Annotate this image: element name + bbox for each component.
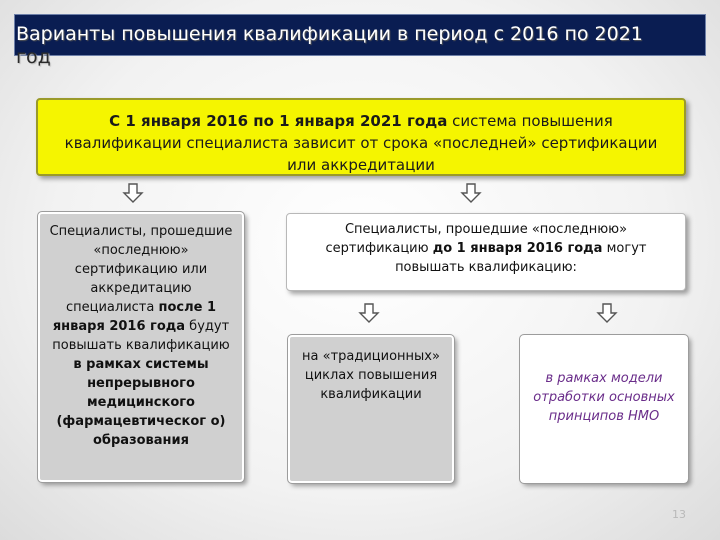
slide-title-line1: Варианты повышения квалификации в период с 2016 по 2021 [16,23,643,45]
nmo-model-text: в рамках модели отработки основных принципов НМО [533,371,675,424]
before-2016-date: до 1 января 2016 года [432,241,603,256]
after-2016-box [38,212,244,482]
slide-title-line2: год [16,46,51,68]
before-2016-box [286,213,686,291]
after-2016-text-2: будут повышать квалификацию [52,319,230,353]
after-2016-date: после 1 января 2016 года [52,300,217,334]
traditional-cycles-box [288,335,454,483]
after-2016-text-1: Специалисты, прошедшие «последнюю» сертификацию или аккредитацию специалиста [49,224,233,315]
page-number: 13 [672,508,686,521]
after-2016-system: в рамках системы непрерывного медицинского (фармацевтическог о) образования [56,357,226,448]
nmo-model-box [520,335,688,483]
before-2016-text-1: Специалисты, прошедшие «последнюю» сертификацию [325,222,628,256]
down-arrow-icon [358,302,380,324]
period-rule-text: система повышения квалификации специалиста зависит от срока «последней» сертификации или аккредитации [64,112,658,174]
before-2016-text-2: могут повышать квалификацию: [395,241,647,275]
period-rule-dates: С 1 января 2016 по 1 января 2021 года [109,112,448,130]
down-arrow-icon [596,302,618,324]
down-arrow-icon [122,182,144,204]
slide-title [16,22,706,68]
period-rule-box [36,98,686,176]
traditional-cycles-text: на «традиционных» циклах повышения квалификации [302,349,440,402]
down-arrow-icon [460,182,482,204]
